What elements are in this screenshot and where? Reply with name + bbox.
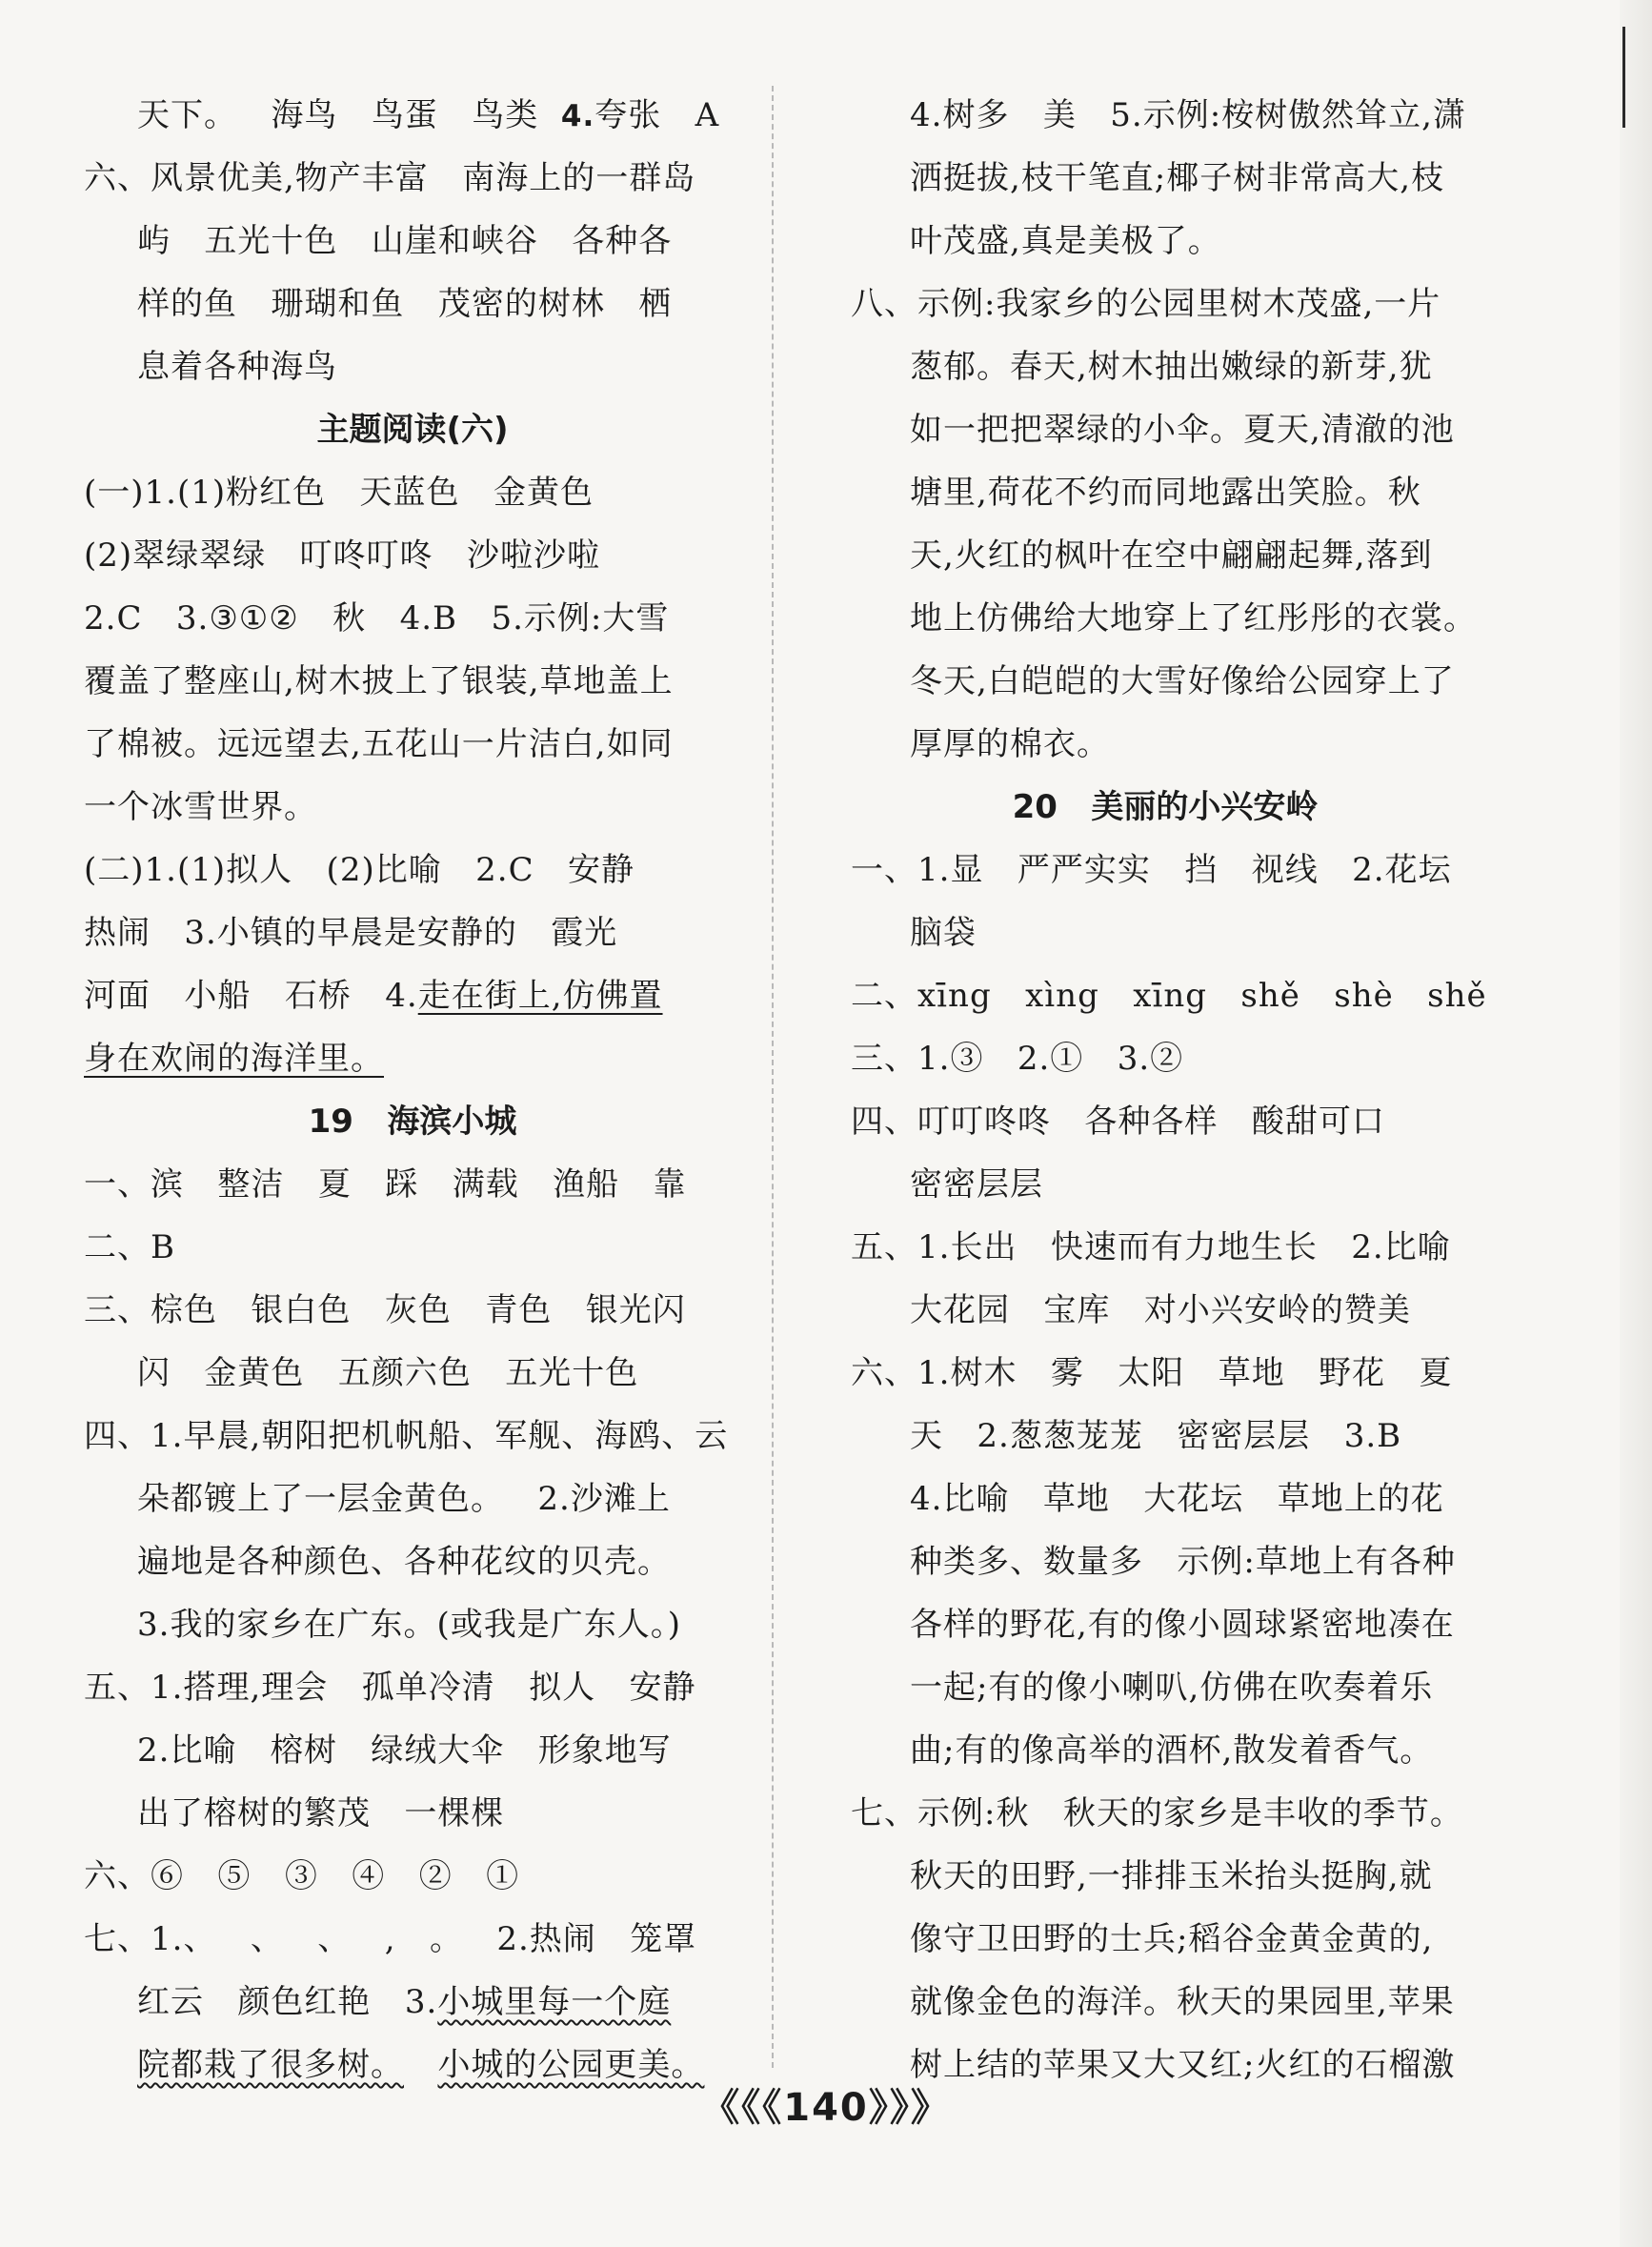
answer-line: 天,火红的枫叶在空中翩翩起舞,落到 [910, 536, 1433, 575]
answer-line: 六、⑥ ⑤ ③ ④ ② ① [84, 1857, 520, 1895]
wavy-underlined-sentence: 小城的公园更美。 [437, 2046, 705, 2084]
answer-line: 洒挺拔,枝干笔直;椰子树非常高大,枝 [910, 159, 1445, 197]
answer-line: 覆盖了整座山,树木披上了银装,草地盖上 [84, 662, 674, 700]
answer-line: 屿 五光十色 山崖和峡谷 各种各 [137, 222, 673, 260]
answer-line: 4.比喻 草地 大花坛 草地上的花 [910, 1480, 1444, 1518]
pinyin-line: 二、xīng xìng xīng shě shè shě [851, 977, 1487, 1015]
answer-line: 一、1.显 严严实实 挡 视线 2.花坛 [851, 851, 1452, 889]
answer-line: 四、1.早晨,朝阳把机帆船、军舰、海鸥、云 [84, 1417, 729, 1455]
answer-line: 六、风景优美,物产丰富 南海上的一群岛 [84, 159, 696, 197]
answer-line: 七、示例:秋 秋天的家乡是丰收的季节。 [851, 1794, 1463, 1832]
answer-line: 2.C 3.③①② 秋 4.B 5.示例:大雪 [84, 599, 670, 638]
answer-line: 大花园 宝库 对小兴安岭的赞美 [910, 1291, 1411, 1329]
answer-line: 三、1.③ 2.① 3.② [851, 1040, 1184, 1078]
answer-line: 就像金色的海洋。秋天的果园里,苹果 [910, 1983, 1455, 2021]
answer-line: 冬天,白皑皑的大雪好像给公园穿上了 [910, 662, 1455, 700]
right-column [851, 84, 1487, 2096]
answer-line: 六、1.树木 雾 太阳 草地 野花 夏 [851, 1354, 1453, 1392]
column-divider [772, 86, 774, 2068]
answer-line: 4.树多 美 5.示例:桉树傲然耸立,潇 [910, 96, 1466, 134]
underlined-sentence: 身在欢闹的海洋里。 [84, 1040, 384, 1078]
answer-line: 了棉被。远远望去,五花山一片洁白,如同 [84, 725, 674, 763]
answer-line: 三、棕色 银白色 灰色 青色 银光闪 [84, 1291, 686, 1329]
answer-line: 朵都镀上了一层金黄色。 2.沙滩上 [137, 1480, 671, 1518]
wavy-underlined-sentence: 小城里每一个庭 [437, 1983, 672, 2021]
left-column [84, 84, 741, 2096]
section-heading: 主题阅读(六) [316, 411, 509, 449]
answer-line: 葱郁。春天,树木抽出嫩绿的新芽,犹 [910, 348, 1433, 386]
answer-line: 像守卫田野的士兵;稻谷金黄金黄的, [910, 1920, 1434, 1958]
answer-line: 一起;有的像小喇叭,仿佛在吹奏着乐 [910, 1669, 1434, 1707]
answer-line: 一、滨 整洁 夏 踩 满载 渔船 靠 [84, 1165, 687, 1204]
answer-line: 二、B [84, 1228, 175, 1266]
answer-line: 地上仿佛给大地穿上了红彤彤的衣裳。 [910, 599, 1477, 638]
answer-line: 样的鱼 珊瑚和鱼 茂密的树林 栖 [137, 285, 673, 323]
answer-line: 3.我的家乡在广东。(或我是广东人。) [137, 1606, 681, 1644]
answer-line: 如一把把翠绿的小伞。夏天,清澈的池 [910, 411, 1455, 449]
answer-line: 树上结的苹果又大又红;火红的石榴激 [910, 2046, 1456, 2084]
page-edge [1620, 0, 1652, 2247]
page-number: 《《《140》》》 [701, 2086, 951, 2130]
underlined-sentence: 走在街上,仿佛置 [417, 977, 663, 1015]
answer-line: (2)翠绿翠绿 叮咚叮咚 沙啦沙啦 [84, 536, 601, 575]
answer-line: 厚厚的棉衣。 [910, 725, 1110, 763]
answer-line: 塘里,荷花不约而同地露出笑脸。秋 [910, 474, 1421, 512]
answer-line: 七、1.、 、 、 , 。 2.热闹 笼罩 [84, 1920, 697, 1958]
answer-line: 遍地是各种颜色、各种花纹的贝壳。 [137, 1543, 671, 1581]
answer-line: 河面 小船 石桥 4.走在街上,仿佛置 [84, 977, 663, 1015]
answer-line: 天 2.葱葱茏茏 密密层层 3.B [910, 1417, 1402, 1455]
answer-line: 热闹 3.小镇的早晨是安静的 霞光 [84, 914, 618, 952]
answer-line: 种类多、数量多 示例:草地上有各种 [910, 1543, 1456, 1581]
answer-line: (一)1.(1)粉红色 天蓝色 金黄色 [84, 474, 594, 512]
answer-line: 脑袋 [910, 914, 977, 952]
answer-line: 秋天的田野,一排排玉米抬头挺胸,就 [910, 1857, 1433, 1895]
answer-line [84, 1027, 741, 1090]
answer-line: 闪 金黄色 五颜六色 五光十色 [137, 1354, 639, 1392]
answer-line: 叶茂盛,真是美极了。 [910, 222, 1221, 260]
answer-line: 2.比喻 榕树 绿绒大伞 形象地写 [137, 1731, 672, 1770]
answer-line: 各样的野花,有的像小圆球紧密地凑在 [910, 1606, 1455, 1644]
answer-line: 出了榕树的繁茂 一棵棵 [137, 1794, 505, 1832]
answer-line: 息着各种海鸟 [137, 348, 337, 386]
binding-line [1622, 27, 1625, 128]
wavy-underlined-sentence: 院都栽了很多树。 [137, 2046, 404, 2084]
lesson-heading: 19 海滨小城 [308, 1103, 517, 1141]
answer-line: (二)1.(1)拟人 (2)比喻 2.C 安静 [84, 851, 635, 889]
answer-line: 密密层层 [910, 1165, 1043, 1204]
answer-line: 四、叮叮咚咚 各种各样 酸甜可口 [851, 1103, 1385, 1141]
answer-line: 五、1.搭理,理会 孤单冷清 拟人 安静 [84, 1669, 696, 1707]
answer-line: 八、示例:我家乡的公园里树木茂盛,一片 [851, 285, 1441, 323]
answer-line: 天下。 海鸟 鸟蛋 鸟类 4.夸张 A [137, 96, 720, 134]
answer-line: 红云 颜色红艳 3.小城里每一个庭 [137, 1983, 672, 2021]
answer-line: 五、1.长出 快速而有力地生长 2.比喻 [851, 1228, 1451, 1266]
lesson-heading: 20 美丽的小兴安岭 [1012, 788, 1319, 826]
answer-line: 曲;有的像高举的酒杯,散发着香气。 [910, 1731, 1434, 1770]
answer-line: 一个冰雪世界。 [84, 788, 317, 826]
